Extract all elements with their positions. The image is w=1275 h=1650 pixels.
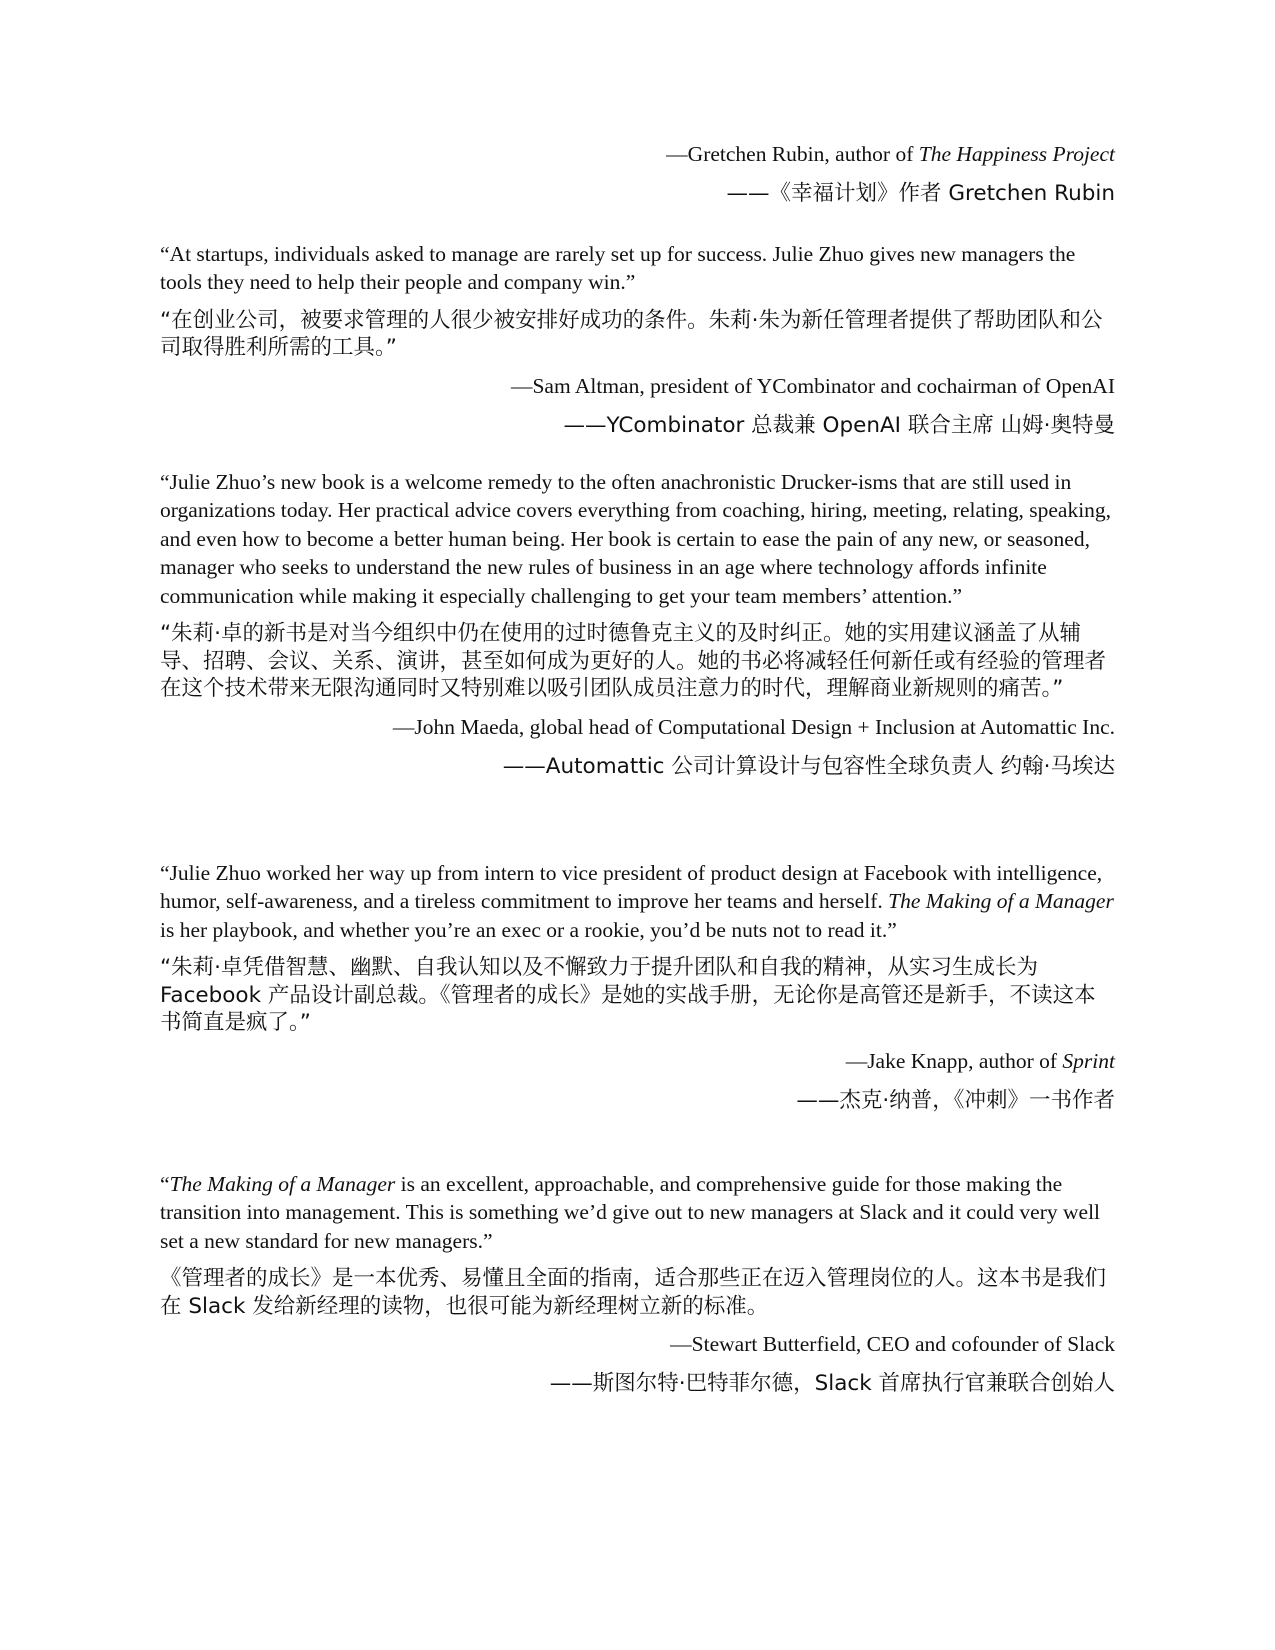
testimonial-john-maeda [160, 468, 1115, 781]
quote-chinese: “朱莉·卓的新书是对当今组织中仍在使用的过时德鲁克主义的及时纠正。她的实用建议涵盖了从辅导、招聘、会议、关系、演讲，甚至如何成为更好的人。她的书必将减轻任何新任或有经验的管理者在这个技术带来无限沟通同时又特别难以吸引团队成员注意力的时代，理解商业新规则的痛苦。” [160, 621, 1107, 702]
attribution-english: —Stewart Butterfield, CEO and cofounder of Slack [670, 1332, 1115, 1357]
attribution-chinese: ——Automattic 公司计算设计与包容性全球负责人 约翰·马埃达 [502, 753, 1115, 779]
testimonial-stewart-butterfield [160, 1170, 1115, 1398]
quote-chinese: “朱莉·卓凭借智慧、幽默、自我认知以及不懈致力于提升团队和自我的精神，从实习生成长为 Facebook 产品设计副总裁。《管理者的成长》是她的实战手册，无论你是高管还是新手，不读这本书简直是疯了。” [160, 955, 1096, 1036]
quote-chinese: 《管理者的成长》是一本优秀、易懂且全面的指南，适合那些正在迈入管理岗位的人。这本书是我们在 Slack 发给新经理的读物，也很可能为新经理树立新的标准。 [160, 1266, 1107, 1319]
attribution-chinese: ——《幸福计划》作者 Gretchen Rubin [726, 181, 1115, 206]
book-title: The Making of a Manager [169, 1172, 396, 1196]
quote-english: “At startups, individuals asked to manage are rarely set up for success. Julie Zhuo gives new managers the tools they need to help their people and company win.” [160, 242, 1076, 295]
quote-chinese: “在创业公司，被要求管理的人很少被安排好成功的条件。朱莉·朱为新任管理者提供了帮助团队和公司取得胜利所需的工具。” [160, 307, 1103, 361]
attribution-chinese: ——YCombinator 总裁兼 OpenAI 联合主席 山姆·奥特曼 [563, 412, 1115, 438]
attribution-english: —John Maeda, global head of Computational Design + Inclusion at Automattic Inc. [392, 714, 1115, 739]
testimonial-sam-altman [160, 240, 1115, 440]
attribution-chinese: ——斯图尔特·巴特菲尔德，Slack 首席执行官兼联合创始人 [549, 1371, 1115, 1397]
quote-english: “The Making of a Manager is an excellent, approachable, and comprehensive guide for those making the transition into management. This is something we’d give out to new managers at Slack and it could very well set a new standard for new managers.” [160, 1172, 1101, 1253]
quote-english: “Julie Zhuo’s new book is a welcome remedy to the often anachronistic Drucker-isms that are still used in organizations today. Her practical advice covers everything from coaching, hiring, meeting, relating, speaking, and even how to become a better human being. Her book is certain to ease the pain of any new, or seasoned, manager who seeks to understand the new rules of business in an age where technology affords infinite communication while making it especially challenging to get your team members’ attention.” [160, 470, 1112, 608]
top-attribution [160, 140, 1115, 208]
testimonial-jake-knapp [160, 859, 1115, 1115]
attribution-english: —Jake Knapp, author of Sprint [845, 1048, 1115, 1073]
attribution-english: —Sam Altman, president of YCombinator and cochairman of OpenAI [510, 373, 1115, 398]
attribution-chinese: ——杰克·纳普，《冲刺》一书作者 [796, 1087, 1115, 1113]
quote-english: “Julie Zhuo worked her way up from intern to vice president of product design at Facebook with intelligence, humor, self-awareness, and a tireless commitment to improve her teams and herself. The Making of a Manager is her playbook, and whether you’re an exec or a rookie, you’d be nuts not to read it.” [160, 861, 1114, 942]
book-title: The Making of a Manager [888, 889, 1114, 914]
attribution-english: —Gretchen Rubin, author of The Happiness Project [666, 142, 1115, 166]
